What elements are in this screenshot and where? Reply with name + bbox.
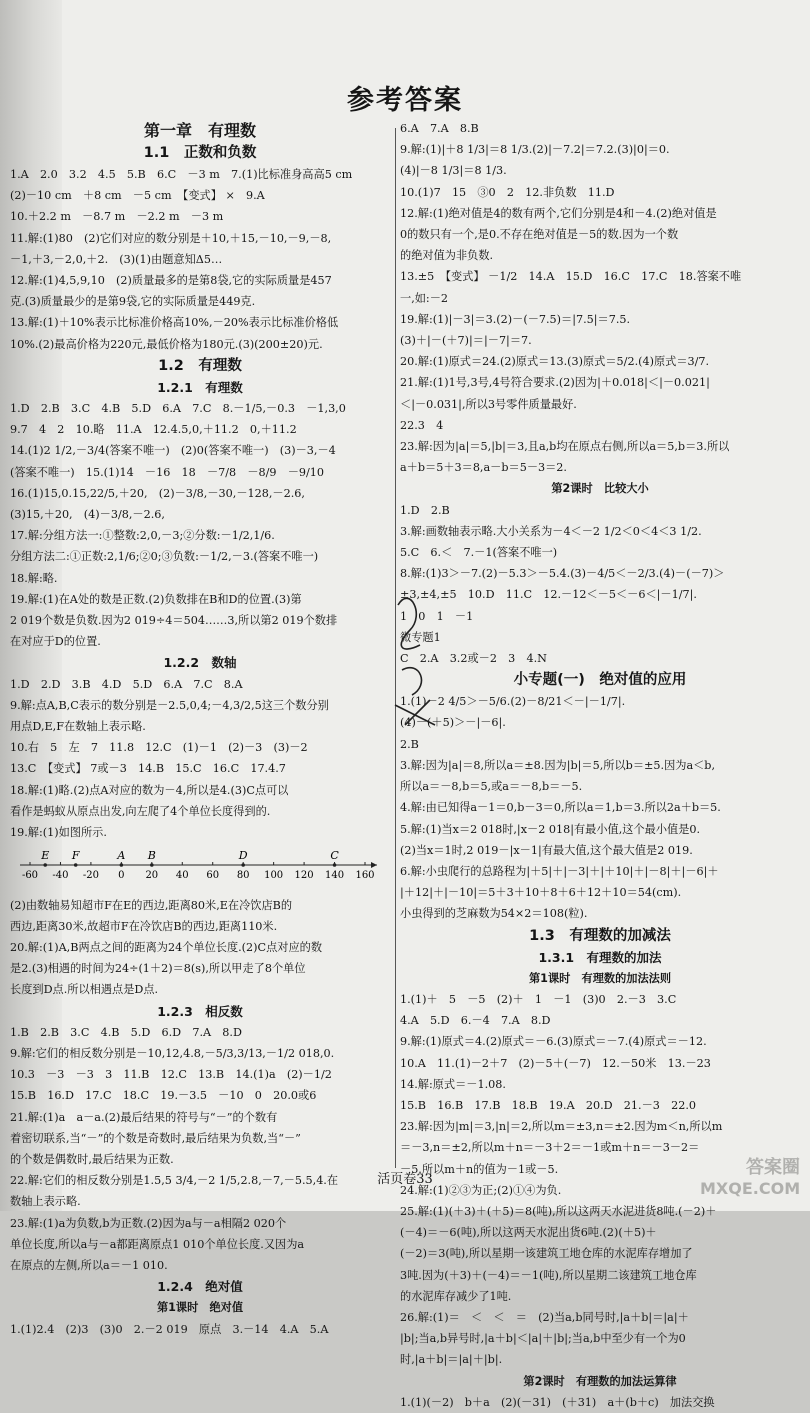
number-line-tick-label: 20 <box>145 870 159 882</box>
number-line-point <box>43 863 47 867</box>
answer-line: ＝－3,n＝±2,所以m＋n＝－3＋2＝－1或m＋n＝－3－2＝ <box>400 1141 700 1155</box>
section-1-2-3-answers <box>10 1022 390 1276</box>
watermark-line-2: MXQE.COM <box>700 1179 801 1198</box>
answer-line: (3)＋|－(＋7)|＝|－7|＝7. <box>400 334 532 348</box>
compare-size-answers <box>400 500 800 670</box>
answer-line: 2 019个数是负数.因为2 019÷4＝504……3,所以第2 019个数排 <box>10 614 338 628</box>
answer-line: (2)－10 cm ＋8 cm －5 cm 【变式】 × 9.A <box>10 189 265 203</box>
answer-line: 的个数是偶数时,最后结果为正数. <box>10 1152 174 1166</box>
answer-line: 在原点的左侧,所以a＝－1 010. <box>10 1258 168 1272</box>
section-1-2-1-answers <box>10 398 390 652</box>
answer-line: 时,|a＋b|＝|a|＋|b|. <box>400 1353 503 1367</box>
subsection-heading-1-2-1: 1.2.1 有理数 <box>157 379 243 395</box>
answer-line: 10.A 11.(1)－2＋7 (2)－5＋(－7) 12.－50米 13.－23 <box>400 1056 711 1070</box>
number-line-tick-label: 140 <box>324 870 345 882</box>
answer-line: 西边,距离30米,故超市F在冷饮店B的西边,距离110米. <box>10 919 278 933</box>
answer-line: a＋b＝5＋3＝8,a－b＝5－3＝2. <box>400 461 567 475</box>
answer-line: 2.B <box>400 737 419 751</box>
site-watermark <box>700 1153 800 1201</box>
answer-line: 23.解:(1)a为负数,b为正数.(2)因为a与－a相隔2 020个 <box>10 1216 287 1230</box>
answer-line: C 2.A 3.2或－2 3 4.N <box>400 652 547 666</box>
answer-line: (4)－(＋5)＞－|－6|. <box>400 716 506 730</box>
answer-line: 微专题1 <box>400 630 441 644</box>
answer-line: (2)当x＝1时,2 019－|x－1|有最大值,这个最大值是2 019. <box>400 843 693 857</box>
answer-line: 26.解:(1)＝ ＜ ＜ ＝ (2)当a,b同号时,|a＋b|＝|a|＋ <box>400 1310 689 1324</box>
addition-law-answers <box>400 1392 800 1413</box>
subsection-heading-1-3-1: 1.3.1 有理数的加法 <box>538 949 662 965</box>
answer-line: 一,如:－2 <box>400 291 449 305</box>
answer-line: 在对应于D的位置. <box>10 635 101 649</box>
answer-line: 1 0 1 －1 <box>400 609 474 623</box>
answer-line: 21.解:(1)a a－a.(2)最后结果的符号与“－”的个数有 <box>10 1110 278 1124</box>
answer-line: 15.B 16.D 17.C 18.C 19.－3.5 －10 0 20.0或6 <box>10 1089 317 1103</box>
answer-line: 9.7 4 2 10.略 11.A 12.4.5,0,＋11.2 0,＋11.2 <box>10 423 297 437</box>
watermark-line-1: 答案圈 <box>746 1157 800 1178</box>
absolute-value-answers <box>400 118 800 478</box>
answer-line: 14.解:原式＝－1.08. <box>400 1077 506 1091</box>
number-line-tick-label: -60 <box>21 870 39 882</box>
page-footer: 活页卷33 <box>377 1172 433 1187</box>
answer-line: |b|;当a,b异号时,|a＋b|＜|a|＋|b|;当a,b中至少有一个为0 <box>400 1332 686 1346</box>
number-line-tick-label: 160 <box>355 870 375 882</box>
number-line-point <box>120 863 124 867</box>
answer-line: 20.解:(1)A,B两点之间的距离为24个单位长度.(2)C点对应的数 <box>10 940 323 954</box>
answer-line: 14.(1)2 1/2,－3/4(答案不唯一) (2)0(答案不唯一) (3)－3,－4 <box>10 444 336 458</box>
section-1-1-answers <box>10 164 390 355</box>
answer-line: 1.D 2.B <box>400 503 450 517</box>
answer-line: 9.解:它们的相反数分别是－10,12,4.8,－5/3,3/13,－1/2 018,0. <box>10 1046 335 1060</box>
answer-line: 10.＋2.2 m －8.7 m －2.2 m －3 m <box>10 210 224 224</box>
answer-line: 18.解:略. <box>10 571 58 585</box>
answer-line: 1.(1)(－2) b＋a (2)(－31) (＋31) a＋(b＋c) 加法交换 <box>400 1395 715 1409</box>
answer-line: 19.解:(1)在A处的数是正数.(2)负数排在B和D的位置.(3)第 <box>10 592 302 606</box>
answer-line: 3.解:画数轴表示略.大小关系为－4＜－2 1/2＜0＜4＜3 1/2. <box>400 524 702 538</box>
answer-line: 13.C 【变式】 7或－3 14.B 15.C 16.C 17.4.7 <box>10 762 286 776</box>
number-line-arrow <box>371 862 377 868</box>
answer-line: 1.B 2.B 3.C 4.B 5.D 6.D 7.A 8.D <box>10 1025 242 1039</box>
answer-line: 4.A 5.D 6.－4 7.A 8.D <box>400 1014 551 1028</box>
number-line-point-label: A <box>117 849 126 863</box>
section-1-2-2-answers-continued <box>10 895 390 1001</box>
answer-line: |＋12|＋|－10|＝5＋3＋10＋8＋6＋12＋10＝54(cm). <box>400 886 682 900</box>
answer-line: 19.解:(1)|－3|＝3.(2)－(－7.5)＝|7.5|＝7.5. <box>400 312 631 326</box>
answer-line: 1.(1)＋ 5 －5 (2)＋ 1 －1 (3)0 2.－3 3.C <box>400 992 677 1006</box>
answer-line: 12.解:(1)绝对值是4的数有两个,它们分别是4和－4.(2)绝对值是 <box>400 206 717 220</box>
lesson-heading-addition-law: 第2课时 有理数的加法运算律 <box>523 1374 677 1388</box>
number-line-svg <box>10 845 385 883</box>
answer-line: 用点D,E,F在数轴上表示略. <box>10 720 146 734</box>
answer-line: 长度到D点.所以相遇点是D点. <box>10 983 159 997</box>
answer-line: (答案不唯一) 15.(1)14 －16 18 －7/8 －8/9 －9/10 <box>10 465 325 479</box>
answer-line: 22.3 4 <box>400 418 444 432</box>
subsection-heading-1-2-3: 1.2.3 相反数 <box>157 1003 243 1019</box>
number-line-point-label: F <box>71 849 80 863</box>
answer-line: 10%.(2)最高价格为220元,最低价格为180元.(3)(200±20)元. <box>10 337 323 351</box>
section-1-2-4-answers <box>10 1319 390 1340</box>
answer-line: 13.±5 【变式】 －1/2 14.A 15.D 16.C 17.C 18.答案不唯 <box>400 270 742 284</box>
answer-line: 18.解:(1)略.(2)点A对应的数为－4,所以是4.(3)C点可以 <box>10 783 289 797</box>
answer-line: 分组方法二:①正数:2,1/6;②0;③负数:－1/2,－3.(答案不唯一) <box>10 550 319 564</box>
section-heading-1-3: 1.3 有理数的加减法 <box>529 927 671 944</box>
answer-line: 10.3 －3 －3 3 11.B 12.C 13.B 14.(1)a (2)－1/2 <box>10 1068 332 1082</box>
answer-line: 9.解:(1)|＋8 1/3|＝8 1/3.(2)|－7.2|＝7.2.(3)|0|＝0. <box>400 143 670 157</box>
number-line-point-label: E <box>41 849 50 863</box>
answer-line: 是2.(3)相遇的时间为24÷(1＋2)＝8(s),所以甲走了8个单位 <box>10 962 306 976</box>
number-line-point <box>241 863 245 867</box>
answer-line: 22.解:它们的相反数分别是1.5,5 3/4,－2 1/5,2.8,－7,－5.5,4.在 <box>10 1174 339 1188</box>
number-line-tick-label: -20 <box>82 870 99 882</box>
answer-line: 克.(3)质量最少的是第9袋,它的实际质量是449克. <box>10 295 256 309</box>
answer-line: 1.D 2.B 3.C 4.B 5.D 6.A 7.C 8.－1/5,－0.3 －1,3,0 <box>10 402 346 416</box>
answer-line: 12.解:(1)4,5,9,10 (2)质量最多的是第8袋,它的实际质量是457 <box>10 274 332 288</box>
answer-line: 3吨.因为(＋3)＋(－4)＝－1(吨),所以星期二该建筑工地仓库 <box>400 1268 697 1282</box>
left-column <box>10 120 390 1340</box>
number-line-tick-label: 40 <box>175 870 189 882</box>
answer-line: 5.C 6.＜ 7.－1(答案不唯一) <box>400 546 558 560</box>
answer-line: 1.(1)－2 4/5＞－5/6.(2)－8/21＜－|－1/7|. <box>400 695 626 709</box>
lesson-heading-addition-rule: 第1课时 有理数的加法法则 <box>528 971 672 985</box>
answer-line: (2)由数轴易知超市F在E的西边,距离80米,E在冷饮店B的 <box>10 898 293 912</box>
number-line-figure <box>10 845 390 890</box>
section-heading-1-2: 1.2 有理数 <box>158 357 242 374</box>
answer-line: 11.解:(1)80 (2)它们对应的数分别是＋10,＋15,－10,－9,－8, <box>10 231 332 245</box>
answer-line: 小虫得到的芝麻数为54×2＝108(粒). <box>400 907 588 921</box>
right-column <box>400 118 800 1413</box>
number-line-tick-label: -40 <box>52 870 69 882</box>
handwritten-scribble <box>390 575 450 735</box>
answer-line: 单位长度,所以a与－a都距离原点1 010个单位长度.又因为a <box>10 1237 305 1251</box>
number-line-tick-label: 100 <box>264 870 284 882</box>
topic-heading: 小专题(一) 绝对值的应用 <box>513 672 687 689</box>
answer-line: 0的数只有一个,是0.不存在绝对值是－5的数.因为一个数 <box>400 228 679 242</box>
page-title: 参考答案 <box>347 85 463 116</box>
answer-line: 13.解:(1)＋10%表示比标准价格高10%,－20%表示比标准价格低 <box>10 316 339 330</box>
subsection-heading-1-2-2: 1.2.2 数轴 <box>163 655 237 671</box>
number-line-point-label: C <box>330 849 339 863</box>
answer-line: 10.右 5 左 7 11.8 12.C (1)－1 (2)－3 (3)－2 <box>10 741 308 755</box>
answer-line: 看作是蚂蚁从原点出发,向左爬了4个单位长度得到的. <box>10 804 271 818</box>
subsection-heading-1-2-4: 1.2.4 绝对值 <box>157 1279 243 1295</box>
lesson-heading-absolute-value: 第1课时 绝对值 <box>156 1301 244 1315</box>
lesson-heading-compare: 第2课时 比较大小 <box>551 482 649 496</box>
answer-line: 9.解:(1)原式＝4.(2)原式＝－6.(3)原式＝－7.(4)原式＝－12. <box>400 1035 707 1049</box>
answer-line: 23.解:因为|m|＝3,|n|＝2,所以m＝±3,n＝±2.因为m＜n,所以m <box>400 1120 723 1134</box>
answer-line: 所以a＝－8,b＝5,或a＝－8,b＝－5. <box>400 780 583 794</box>
answer-line: 23.解:因为|a|＝5,|b|＝3,且a,b均在原点右侧,所以a＝5,b＝3.所以 <box>400 440 730 454</box>
answer-line: (4)|－8 1/3|＝8 1/3. <box>400 164 507 178</box>
number-line-point-label: B <box>147 849 156 863</box>
section-1-2-2-answers <box>10 674 390 844</box>
answer-line: －5.所以m＋n的值为－1或－5. <box>400 1162 559 1176</box>
answer-line: 16.(1)15,0.15,22/5,＋20, (2)－3/8,－30,－128,－2.6, <box>10 486 305 500</box>
answer-line: 19.解:(1)如图所示. <box>10 826 107 840</box>
answer-line: (－4)＝－6(吨),所以这两天水泥出货6吨.(2)(＋5)＋ <box>400 1226 657 1240</box>
answer-line: 1.(1)2.4 (2)3 (3)0 2.－2 019 原点 3.－14 4.A 5.A <box>10 1322 329 1336</box>
answer-line: 1.A 2.0 3.2 4.5 5.B 6.C －3 m 7.(1)比标准身高高5 cm <box>10 168 353 181</box>
number-line-tick-label: 120 <box>294 870 314 882</box>
answer-line: 5.解:(1)当x＝2 018时,|x－2 018|有最小值,这个最小值是0. <box>400 822 701 836</box>
answer-line: 10.(1)7 15 ③0 2 12.非负数 11.D <box>400 185 615 199</box>
answer-line: 17.解:分组方法一:①整数:2,0,－3;②分数:－1/2,1/6. <box>10 529 275 543</box>
answer-line: 21.解:(1)1号,3号,4号符合要求.(2)因为|＋0.018|＜|－0.021| <box>400 376 710 390</box>
answer-line: 25.解:(1)(＋3)＋(＋5)＝8(吨),所以这两天水泥进货8吨.(－2)＋ <box>400 1204 717 1218</box>
answer-line: (－2)＝3(吨),所以星期一该建筑工地仓库的水泥库存增加了 <box>400 1247 693 1261</box>
section-heading-1-1: 1.1 正数和负数 <box>143 145 257 161</box>
answer-line: 6.A 7.A 8.B <box>400 122 479 135</box>
answer-line: 20.解:(1)原式＝24.(2)原式＝13.(3)原式＝5/2.(4)原式＝3/7. <box>400 355 710 369</box>
answer-line: 6.解:小虫爬行的总路程为|＋5|＋|－3|＋|＋10|＋|－8|＋|－6|＋ <box>400 864 719 878</box>
answer-line: 24.解:(1)②③为正;(2)①④为负. <box>400 1183 562 1197</box>
answer-line: 数轴上表示略. <box>10 1195 81 1209</box>
answer-line: ±3,±4,±5 10.D 11.C 12.－12＜－5＜－6＜|－1/7|. <box>400 588 697 602</box>
answer-line: －1,＋3,－2,0,＋2. (3)(1)由题意知Δ5… <box>10 252 223 266</box>
number-line-point <box>150 863 154 867</box>
answer-line: 9.解:点A,B,C表示的数分别是－2.5,0,4;－4,3/2,5这三个数分别 <box>10 698 329 712</box>
number-line-tick-label: 0 <box>118 870 125 882</box>
answer-line: ＜|－0.031|,所以3号零件质量最好. <box>400 397 577 411</box>
number-line-tick-label: 60 <box>206 870 220 882</box>
answer-line: 的水泥库存减少了1吨. <box>400 1289 512 1303</box>
answer-line: 1.D 2.D 3.B 4.D 5.D 6.A 7.C 8.A <box>10 677 243 691</box>
number-line-point-label: D <box>238 849 248 863</box>
chapter-heading: 第一章 有理数 <box>143 121 256 140</box>
number-line-tick-label: 80 <box>236 870 250 882</box>
answer-line: 15.B 16.B 17.B 18.B 19.A 20.D 21.－3 22.0 <box>400 1098 697 1112</box>
topic-answers <box>400 691 800 924</box>
answer-line: 8.解:(1)3＞－7.(2)－5.3＞－5.4.(3)－4/5＜－2/3.(4)－(－7)＞ <box>400 567 725 581</box>
answer-line: 3.解:因为|a|＝8,所以a＝±8.因为|b|＝5,所以b＝±5.因为a＜b, <box>400 758 716 772</box>
number-line-point <box>74 863 78 867</box>
answer-line: (3)15,＋20, (4)－3/8,－2.6, <box>10 508 165 522</box>
answer-line: 着密切联系,当“－”的个数是奇数时,最后结果为负数,当“－” <box>10 1131 301 1145</box>
answer-line: 4.解:由已知得a－1＝0,b－3＝0,所以a＝1,b＝3.所以2a＋b＝5. <box>400 801 721 815</box>
number-line-point <box>333 863 337 867</box>
answer-line: 的绝对值为非负数. <box>400 249 494 263</box>
